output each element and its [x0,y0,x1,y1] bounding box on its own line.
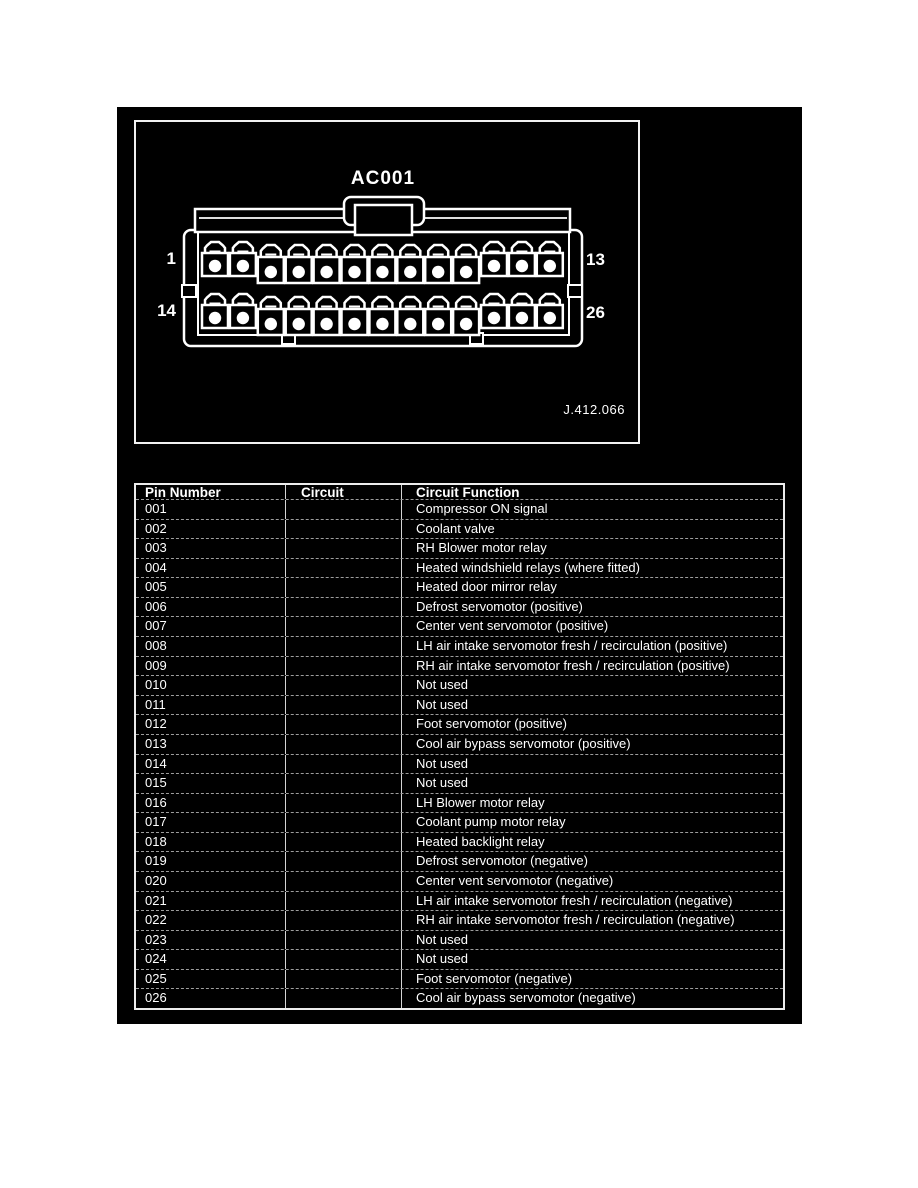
pin-cell: 006 [145,598,167,614]
table-row [136,656,783,676]
terminal-pin [453,245,479,283]
pin-cell: 020 [145,872,167,888]
function-cell: LH Blower motor relay [401,794,783,813]
function-cell: Not used [401,774,783,793]
circuit-cell [285,735,401,754]
figure-reference-number: J.412.066 [563,402,625,417]
table-row [136,616,783,636]
terminal-pin [314,297,340,335]
function-cell: RH Blower motor relay [401,539,783,558]
function-cell: Defrost servomotor (negative) [401,852,783,871]
table-row [136,949,783,969]
pin-cell: 026 [145,990,167,1006]
function-cell: Not used [401,696,783,715]
terminal-pin [509,242,535,276]
table-row [136,812,783,832]
terminal-pin [453,297,479,335]
circuit-cell [285,715,401,734]
circuit-cell [285,637,401,656]
pin-cell: 019 [145,853,167,869]
pin-cell: 014 [145,755,167,771]
pin-cell: 009 [145,657,167,673]
circuit-cell [285,872,401,891]
circuit-cell [285,813,401,832]
pin-cell: 024 [145,951,167,967]
pin-cell: 011 [145,696,166,712]
terminal-pin [230,294,256,328]
table-row [136,597,783,617]
table-row [136,734,783,754]
terminal-pin [286,297,312,335]
pin-number-bottom-left: 14 [157,301,176,320]
function-cell: Center vent servomotor (positive) [401,617,783,636]
function-cell: Not used [401,931,783,950]
pin-cell: 022 [145,912,167,928]
table-row [136,910,783,930]
circuit-cell [285,950,401,969]
table-row [136,851,783,871]
circuit-cell [285,520,401,539]
circuit-cell [285,852,401,871]
terminal-pin [425,297,451,335]
circuit-cell [285,755,401,774]
terminal-pin [314,245,340,283]
pin-function-table [134,483,785,1010]
table-row [136,793,783,813]
table-row [136,675,783,695]
function-cell: Cool air bypass servomotor (negative) [401,989,783,1008]
terminal-pin [397,245,423,283]
terminal-pin [286,245,312,283]
pin-cell: 025 [145,970,167,986]
terminal-pin [342,297,368,335]
terminal-pin [258,297,284,335]
pin-cell: 004 [145,559,167,575]
function-cell: Heated windshield relays (where fitted) [401,559,783,578]
connector-diagram-frame [134,120,640,444]
circuit-cell [285,833,401,852]
table-row [136,871,783,891]
pin-cell: 003 [145,540,167,556]
terminal-pin [509,294,535,328]
circuit-cell [285,794,401,813]
circuit-cell [285,578,401,597]
pin-cell: 002 [145,520,167,536]
table-row [136,714,783,734]
circuit-cell [285,911,401,930]
terminal-pin [369,245,395,283]
function-cell: Coolant valve [401,520,783,539]
terminal-pin [481,294,507,328]
function-cell: Coolant pump motor relay [401,813,783,832]
function-cell: Not used [401,676,783,695]
circuit-cell [285,559,401,578]
pin-cell: 001 [145,501,167,516]
terminal-pin [230,242,256,276]
terminal-pin [397,297,423,335]
circuit-cell [285,500,401,519]
circuit-cell [285,676,401,695]
circuit-cell [285,989,401,1008]
table-row [136,969,783,989]
pin-number-top-left: 1 [166,249,176,268]
function-cell: Defrost servomotor (positive) [401,598,783,617]
table-row [136,773,783,793]
table-row [136,988,783,1008]
table-row [136,891,783,911]
pin-number-bottom-right: 26 [586,303,605,322]
terminal-pin [537,242,563,276]
function-cell: Not used [401,950,783,969]
circuit-cell [285,598,401,617]
pin-cell: 007 [145,618,167,634]
pin-cell: 017 [145,814,167,830]
terminal-pin [369,297,395,335]
header-circuit: Circuit [285,485,401,499]
pin-number-top-right: 13 [586,250,605,269]
terminal-pin [342,245,368,283]
table-row [136,930,783,950]
circuit-cell [285,617,401,636]
terminal-pin [202,294,228,328]
pin-cell: 018 [145,833,167,849]
function-cell: RH air intake servomotor fresh / recirculation (negative) [401,911,783,930]
table-row [136,519,783,539]
terminal-pin [481,242,507,276]
table-body [136,499,783,1008]
table-row [136,499,783,519]
terminal-pin [537,294,563,328]
pin-cell: 012 [145,716,167,732]
function-cell: Cool air bypass servomotor (positive) [401,735,783,754]
pin-cell: 023 [145,931,167,947]
connector-id-label: AC001 [350,168,416,189]
function-cell: Foot servomotor (positive) [401,715,783,734]
table-row [136,832,783,852]
circuit-cell [285,931,401,950]
document-panel [117,107,802,1024]
function-cell: Heated door mirror relay [401,578,783,597]
circuit-cell [285,970,401,989]
function-cell: Not used [401,755,783,774]
header-pin-number: Pin Number [145,485,221,499]
pin-cell: 005 [145,579,167,595]
circuit-cell [285,539,401,558]
function-cell: Compressor ON signal [401,500,783,519]
pin-cell: 021 [145,892,167,908]
table-row [136,636,783,656]
circuit-cell [285,892,401,911]
pin-cell: 016 [145,794,167,810]
terminal-pin [258,245,284,283]
pin-cell: 013 [145,735,167,751]
function-cell: Heated backlight relay [401,833,783,852]
table-row [136,577,783,597]
circuit-cell [285,657,401,676]
function-cell: LH air intake servomotor fresh / recirculation (positive) [401,637,783,656]
function-cell: Center vent servomotor (negative) [401,872,783,891]
table-row [136,538,783,558]
function-cell: LH air intake servomotor fresh / recirculation (negative) [401,892,783,911]
connector-diagram-drawing [136,122,638,442]
table-header-row [136,485,783,499]
table-row [136,754,783,774]
pin-cell: 008 [145,638,167,654]
pin-cell: 010 [145,677,167,693]
circuit-cell [285,696,401,715]
table-row [136,558,783,578]
function-cell: RH air intake servomotor fresh / recirculation (positive) [401,657,783,676]
terminal-pin [202,242,228,276]
function-cell: Foot servomotor (negative) [401,970,783,989]
circuit-cell [285,774,401,793]
pin-cell: 015 [145,775,167,791]
header-circuit-function: Circuit Function [401,485,783,499]
terminal-pin [425,245,451,283]
table-row [136,695,783,715]
